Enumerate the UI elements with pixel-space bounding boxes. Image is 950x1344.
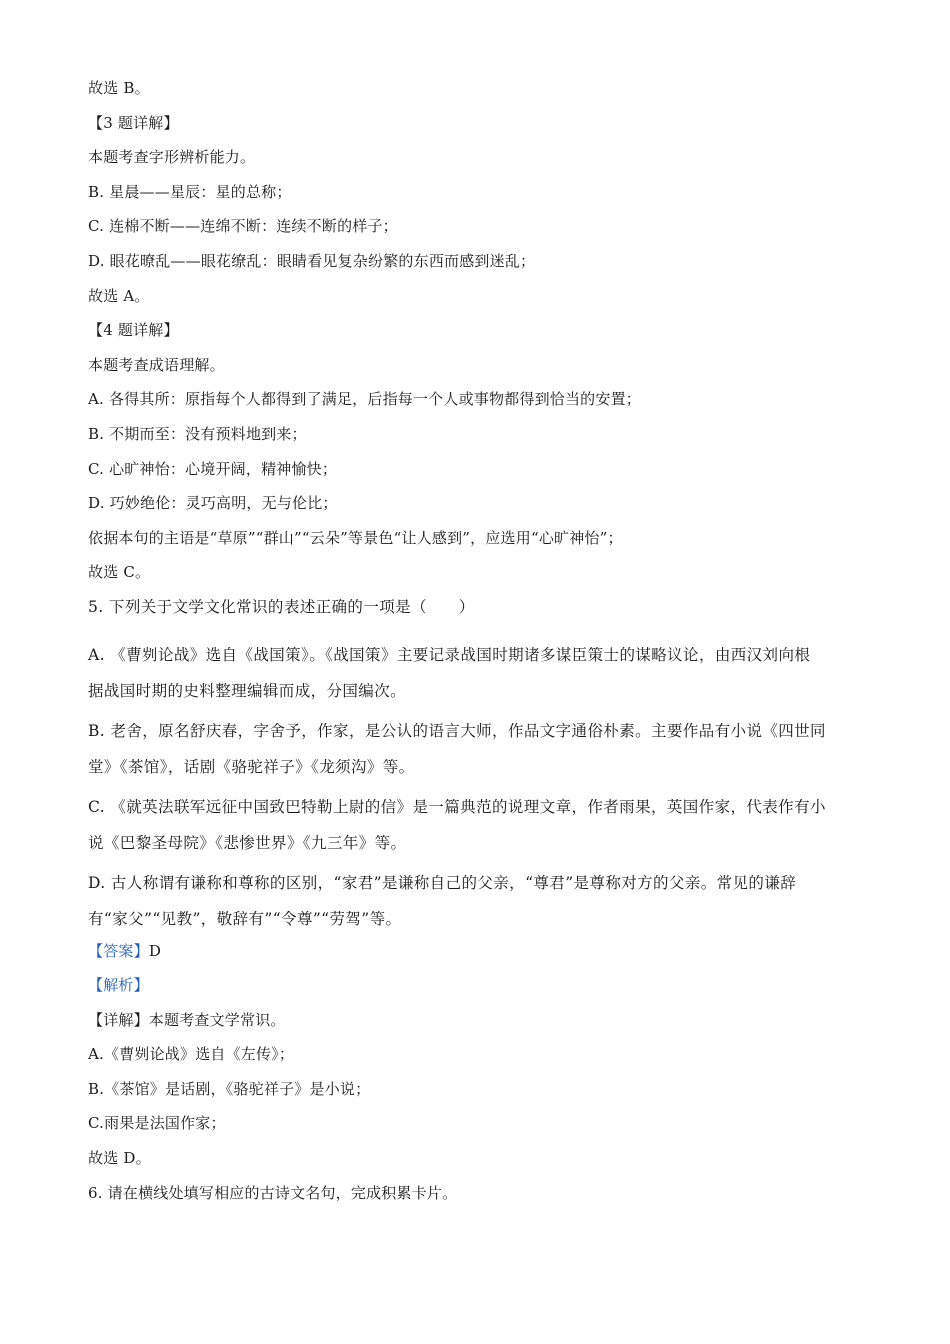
q5-option-a-line1: A. 《曹刿论战》选自《战国策》。《战国策》主要记录战国时期诸多谋臣策士的谋略议论，由西汉刘向根: [88, 645, 811, 664]
analysis-label: 【解析】: [88, 976, 149, 995]
q3-conclusion: 故选 A。: [88, 286, 150, 305]
q3-item-b: B. 星晨——星辰：星的总称；: [88, 182, 292, 201]
q5-option-c: [88, 789, 868, 862]
q5-option-a-line2: 据战国时期的史料整理编辑而成，分国编次。: [88, 682, 407, 700]
q5-conclusion: 故选 D。: [88, 1149, 151, 1168]
q2-conclusion: 故选 B。: [88, 79, 150, 97]
document-page: [88, 78, 868, 1217]
q3-item-d: D. 眼花暸乱——眼花缭乱：眼睛看见复杂纷繁的东西而感到迷乱；: [88, 251, 536, 270]
q5-option-c-line1: C. 《就英法联军远征中国致巴特勒上尉的信》是一篇典范的说理文章，作者雨果，英国作家，代表作有小: [88, 797, 826, 816]
q4-intro: 本题考查成语理解。: [88, 355, 225, 374]
q5-stem: 5. 下列关于文学文化常识的表述正确的一项是（ ）: [88, 597, 475, 616]
q4-heading: 【4 题详解】: [88, 321, 179, 340]
q5-option-d: [88, 865, 868, 938]
q5-option-c-line2: 说《巴黎圣母院》《悲惨世界》《九三年》等。: [88, 834, 407, 852]
q5-option-b-line2: 堂》《茶馆》，话剧《骆驼祥子》《龙须沟》等。: [88, 758, 415, 776]
q5-answer: [88, 941, 868, 961]
answer-value: D: [148, 941, 162, 960]
q4-item-d: D. 巧妙绝伦：灵巧高明，无与伦比；: [88, 494, 338, 513]
q5-item-a: A.《曹刿论战》选自《左传》；: [88, 1045, 295, 1064]
q4-item-a: A. 各得其所：原指每个人都得到了满足，后指每一个人或事物都得到恰当的安置；: [88, 390, 641, 409]
q4-reasoning: 依据本句的主语是“草原”“群山”“云朵”等景色“让人感到”，应选用“心旷神怡”；: [88, 528, 623, 547]
q5-option-d-line2: 有“家父”“见教”，敬辞有”“令尊”“劳驾”等。: [88, 910, 402, 928]
q5-detail: 【详解】本题考查文学常识。: [88, 1010, 286, 1029]
q4-item-b: B. 不期而至：没有预料地到来；: [88, 424, 307, 443]
answer-label: 【答案】: [88, 941, 149, 960]
q4-item-c: C. 心旷神怡：心境开阔，精神愉快；: [88, 459, 338, 478]
q3-item-c: C. 连棉不断——连绵不断：连续不断的样子；: [88, 217, 398, 236]
q3-intro: 本题考查字形辨析能力。: [88, 148, 256, 167]
q5-item-b: B.《茶馆》是话剧，《骆驼祥子》是小说；: [88, 1079, 371, 1098]
q6-stem: 6. 请在横线处填写相应的古诗文名句，完成积累卡片。: [88, 1183, 458, 1202]
q3-heading: 【3 题详解】: [88, 113, 179, 132]
q5-option-d-line1: D. 古人称谓有谦称和尊称的区别，“家君”是谦称自己的父亲，“尊君”是尊称对方的父亲。常见的谦辞: [88, 873, 797, 892]
q5-option-b: [88, 713, 868, 786]
q4-conclusion: 故选 C。: [88, 563, 151, 582]
q5-option-b-line1: B. 老舍，原名舒庆春，字舍予，作家，是公认的语言大师，作品文字通俗朴素。主要作品有小说《四世同: [88, 721, 826, 740]
q5-option-a: [88, 637, 868, 710]
q5-item-c: C.雨果是法国作家；: [88, 1114, 226, 1133]
